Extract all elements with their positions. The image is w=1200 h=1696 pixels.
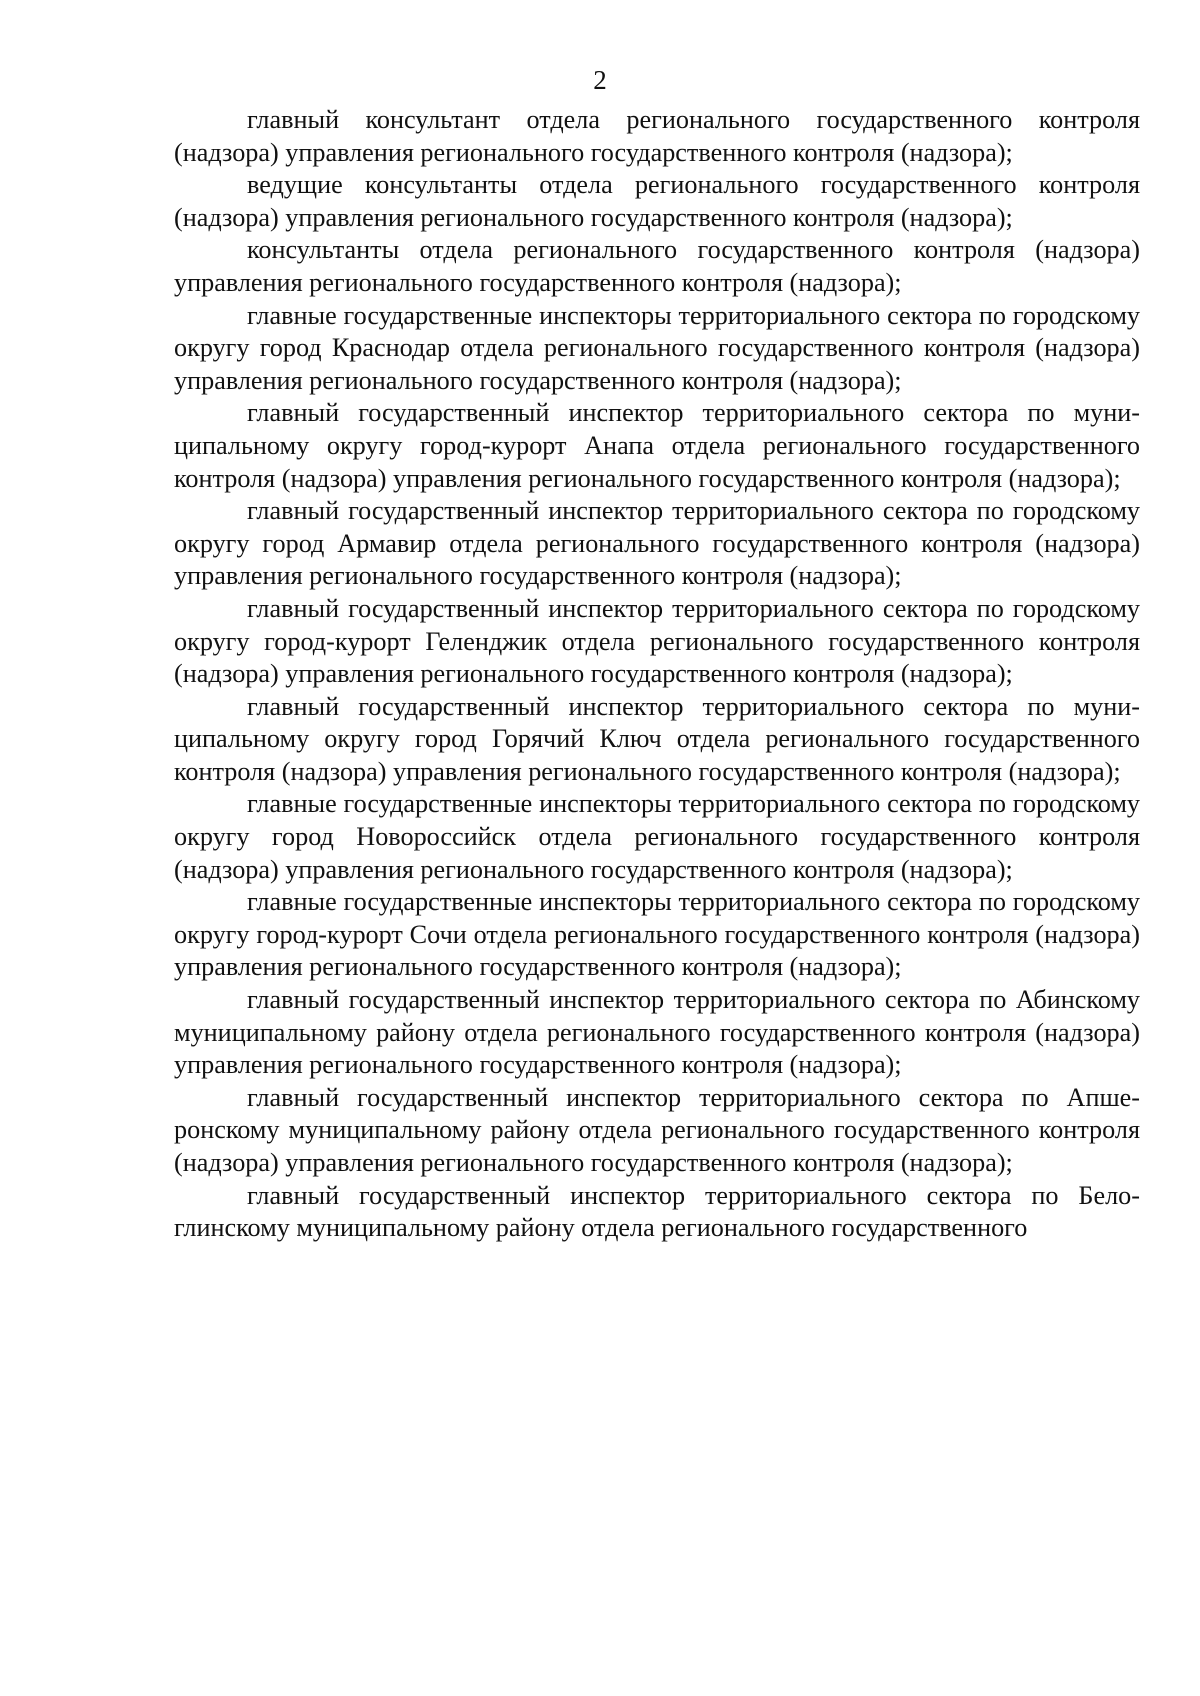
paragraph-inspector-goryachiy-klyuch: главный государственный инспектор территориального сектора по муниципальному округу город Горячий Ключ отдела регионального государственного контроля (надзора) управления регионального государственного контроля (надзора); bbox=[174, 691, 1140, 786]
page-number: 2 bbox=[593, 65, 607, 95]
paragraph-inspector-armavir: главный государственный инспектор территориального сектора по городскому округу город Армавир отдела регионального государственного контроля (надзора) управления регионального государственного контроля (надзора); bbox=[174, 496, 1140, 591]
paragraph-chief-consultant: главный консультант отдела регионального государственного контроля (надзора) управления регионального государственного контроля (надзора); bbox=[174, 105, 1140, 167]
paragraph-inspector-abinsk: главный государственный инспектор территориального сектора по Абинскому муниципальному району отдела регионального государственного контроля (надзора) управления регионального государственного контроля (надзора); bbox=[174, 985, 1140, 1080]
paragraph-consultants: консультанты отдела регионального государственного контроля (надзора) управления регионального государственного контроля (надзора); bbox=[174, 235, 1140, 297]
paragraph-inspector-beloglinsk: главный государственный инспектор территориального сектора по Белоглинскому муниципальному району отдела регионального государственного bbox=[174, 1180, 1140, 1243]
paragraph-inspector-gelendzhik: главный государственный инспектор территориального сектора по городскому округу город-курорт Геленджик отдела регионального государственного контроля (надзора) управления регионального государственного контроля (надзора); bbox=[174, 593, 1140, 689]
document-body bbox=[174, 104, 1140, 1245]
paragraph-leading-consultants: ведущие консультанты отдела регионального государственного контроля (надзора) управления регионального государственного контроля (надзора); bbox=[174, 170, 1140, 232]
paragraph-inspector-anapa: главный государственный инспектор территориального сектора по муниципальному округу город-курорт Анапа отдела регионального государственного контроля (надзора) управления регионального государственного контроля (надзора); bbox=[174, 398, 1140, 493]
paragraph-inspector-apsheronsk: главный государственный инспектор территориального сектора по Апшеронскому муниципальному району отдела регионального государственного контроля (надзора) управления регионального государственного контроля (надзора); bbox=[174, 1082, 1140, 1177]
paragraph-inspectors-krasnodar: главные государственные инспекторы территориального сектора по городскому округу город Краснодар отдела регионального государственного контроля (надзора) управления регионального государственного контроля (надзора); bbox=[174, 300, 1140, 395]
paragraph-inspectors-sochi: главные государственные инспекторы территориального сектора по городскому округу город-курорт Сочи отдела регионального государственного контроля (надзора) управления регионального государственного контроля (надзора); bbox=[174, 887, 1140, 982]
paragraph-inspectors-novorossiysk: главные государственные инспекторы территориального сектора по городскому округу город Новороссийск отдела регионального государственного контроля (надзора) управления регионального государственного контроля (надзора); bbox=[174, 789, 1140, 884]
